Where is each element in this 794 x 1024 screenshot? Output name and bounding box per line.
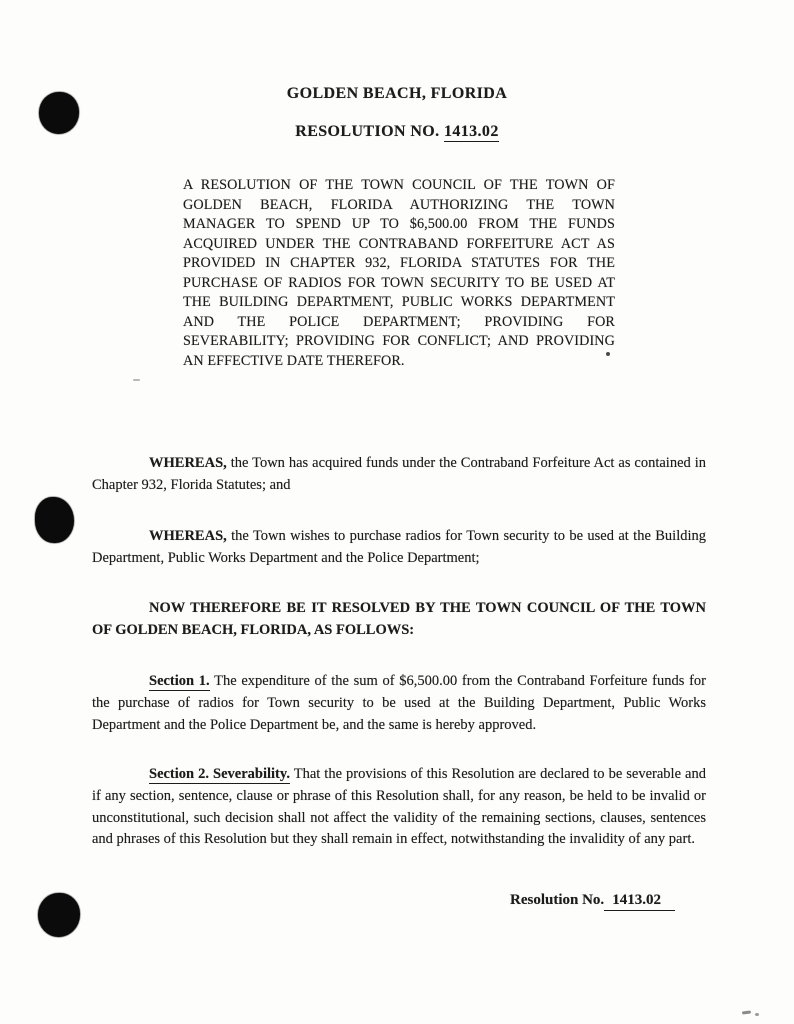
whereas-clause-2 <box>92 526 706 570</box>
town-title-text: GOLDEN BEACH, FLORIDA <box>286 85 508 102</box>
scan-speck <box>606 352 610 356</box>
scan-speck <box>755 1013 759 1016</box>
resolution-summary-block: A RESOLUTION OF THE TOWN COUNCIL OF THE TOWN OF GOLDEN BEACH, FLORIDA AUTHORIZING THE TOWN MANAGER TO SPEND UP TO $6,500.00 FROM THE FUNDS ACQUIRED UNDER THE CONTRABAND FORFEITURE ACT AS PROVIDED IN CHAPTER 932, FLORIDA STATUTES FOR THE PURCHASE OF RADIOS FOR TOWN SECURITY TO BE USED AT THE BUILDING DEPARTMENT, PUBLIC WORKS DEPARTMENT AND THE POLICE DEPARTMENT; PROVIDING FOR SEVERABILITY; PROVIDING FOR CONFLICT; AND PROVIDING AN EFFECTIVE DATE THEREFOR. <box>183 177 615 369</box>
footer-resolution-label: Resolution No. <box>510 892 605 908</box>
whereas-1-lead: WHEREAS, <box>149 455 227 471</box>
whereas-2-text: the Town wishes to purchase radios for Town security to be used at the Building Department, Public Works Department and the Police Department; <box>92 528 706 566</box>
footer-resolution-number: 1413.02 <box>604 892 675 911</box>
section-1-text: The expenditure of the sum of $6,500.00 from the Contraband Forfeiture funds for the purchase of radios for Town security to be used at the Building Department, Public Works Department and the Police Department be, and the same is hereby approved. <box>92 673 706 733</box>
whereas-clause-1 <box>92 453 706 497</box>
scan-speck <box>742 1010 751 1014</box>
footer-resolution-reference <box>510 892 675 911</box>
resolution-number: 1413.02 <box>443 123 499 140</box>
punch-hole-mark <box>38 893 80 937</box>
resolved-clause: NOW THEREFORE BE IT RESOLVED BY THE TOWN COUNCIL OF THE TOWN OF GOLDEN BEACH, FLORIDA, AS FOLLOWS: <box>92 600 706 638</box>
section-1-paragraph <box>92 671 706 736</box>
section-2-paragraph <box>92 764 706 851</box>
punch-hole-mark <box>35 497 74 543</box>
scan-speck <box>133 379 140 381</box>
document-title-town <box>0 85 794 103</box>
whereas-2-lead: WHEREAS, <box>149 528 227 544</box>
section-2-text: That the provisions of this Resolution are declared to be severable and if any section, sentence, clause or phrase of this Resolution shall, for any reason, be held to be invalid or unconstitutional, such decision shall not affect the validity of the remaining sections, clauses, sentences and phrases of this Resolution but they shall remain in effect, notwithstanding the invalidity of any part. <box>92 766 706 848</box>
document-title-resolution <box>0 123 794 141</box>
resolution-label: RESOLUTION NO. <box>295 123 444 140</box>
section-2-heading: Section 2. Severability. <box>149 766 290 782</box>
whereas-1-text: the Town has acquired funds under the Contraband Forfeiture Act as contained in Chapter 932, Florida Statutes; and <box>92 455 706 493</box>
section-1-heading: Section 1. <box>149 673 210 689</box>
